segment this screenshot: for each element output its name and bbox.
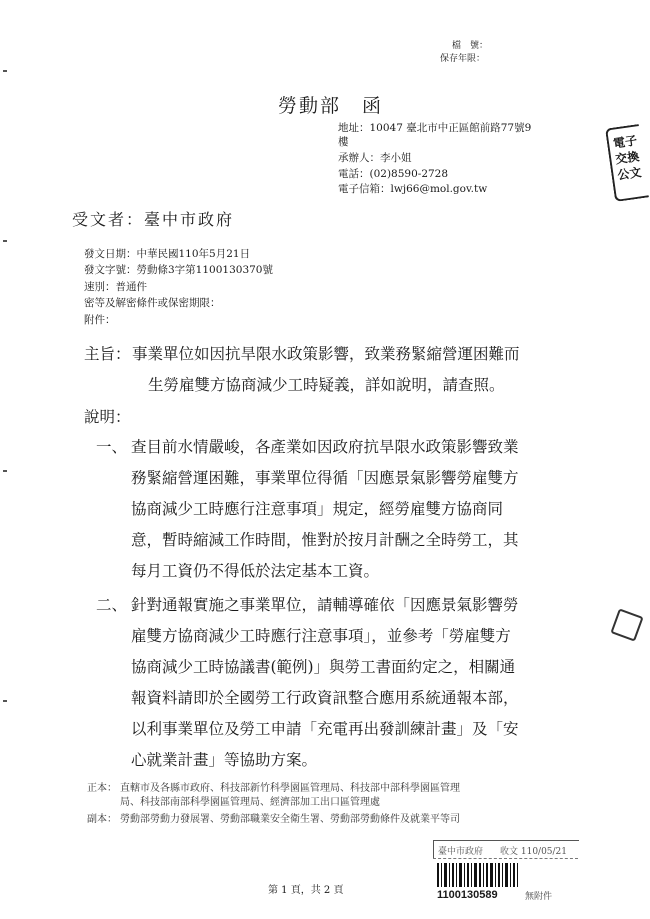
copy-label: 副本： <box>87 814 117 825</box>
binding-mark <box>3 700 7 702</box>
original-recipients-cont: 局、科技部南部科學園區管理局、經濟部加工出口區管理處 <box>120 797 380 808</box>
sender-address: 地址：10047 臺北市中正區館前路77號9 <box>338 122 532 134</box>
seal-mark <box>610 608 643 641</box>
binding-mark <box>3 240 7 242</box>
item-number: 二、 <box>96 596 128 614</box>
binding-mark <box>3 470 7 472</box>
binding-mark <box>3 70 7 72</box>
document-number: 發文字號：勞動條3字第1100130370號 <box>84 264 273 276</box>
contact-email: 電子信箱：lwj66@mol.gov.tw <box>338 183 488 195</box>
item-line: 協商減少工時協議書(範例)」與勞工書面約定之，相關通 <box>131 658 516 676</box>
electronic-exchange-stamp: 電子 交換 公文 <box>605 124 649 202</box>
item-line: 意，暫時縮減工作時間，惟對於按月計酬之全時勞工，其 <box>131 531 519 549</box>
sender-address-cont: 樓 <box>338 136 349 148</box>
document-title: 勞動部 函 <box>278 95 384 117</box>
attachment-note: 無附件 <box>525 892 553 902</box>
attachments: 附件： <box>84 314 116 326</box>
item-line: 協商減少工時應行注意事項」規定，經勞雇雙方協商同 <box>131 500 504 518</box>
item-line: 查目前水情嚴峻，各產業如因政府抗旱限水政策影響致業 <box>131 438 519 456</box>
item-line: 每月工資仍不得低於法定基本工資。 <box>131 562 380 580</box>
original-recipients: 直轄市及各縣市政府、科技部新竹科學園區管理局、科技部中部科學園區管理 <box>120 783 460 794</box>
contact-phone: 電話：(02)8590-2728 <box>338 168 449 180</box>
explanation-label: 說明： <box>84 408 131 426</box>
subject-line: 生勞雇雙方協商減少工時疑義，詳如說明，請查照。 <box>148 376 505 394</box>
subject-label: 主旨： <box>84 345 131 363</box>
contact-person: 承辦人：李小姐 <box>338 152 412 164</box>
issue-date: 發文日期：中華民國110年5月21日 <box>84 248 251 260</box>
item-line: 以利事業單位及勞工申請「充電再出發訓練計畫」及「安 <box>131 720 519 738</box>
item-line: 針對通報實施之事業單位，請輔導確依「因應景氣影響勞 <box>131 596 519 614</box>
receipt-agency: 臺中市政府 <box>438 847 484 857</box>
item-number: 一、 <box>96 438 128 456</box>
recipient: 受文者：臺中市政府 <box>72 210 235 229</box>
copy-recipients: 勞動部勞動力發展署、勞動部職業安全衛生署、勞動部勞動條件及就業平等司 <box>120 814 460 825</box>
original-label: 正本： <box>87 783 117 794</box>
item-line: 報資料請即於全國勞工行政資訊整合應用系統通報本部， <box>131 689 519 707</box>
barcode-number: 1100130589 <box>437 889 498 901</box>
file-number-label: 檔 號： <box>452 41 489 51</box>
page-number: 第 1 頁，共 2 頁 <box>268 885 344 896</box>
secrecy-level: 密等及解密條件或保密期限： <box>84 297 221 309</box>
delivery-speed: 速別：普通件 <box>84 281 147 293</box>
subject-line: 事業單位如因抗旱限水政策影響，致業務緊縮營運困難而 <box>132 345 520 363</box>
receipt-stamp <box>433 840 579 859</box>
item-line: 心就業計畫」等協助方案。 <box>131 751 318 769</box>
item-line: 務緊縮營運困難，事業單位得循「因應景氣影響勞雇雙方 <box>131 469 519 487</box>
receipt-date: 收文 110/05/21 <box>500 847 568 857</box>
item-line: 雇雙方協商減少工時應行注意事項」，並參考「勞雇雙方 <box>131 627 511 645</box>
retention-label: 保存年限： <box>440 54 486 64</box>
